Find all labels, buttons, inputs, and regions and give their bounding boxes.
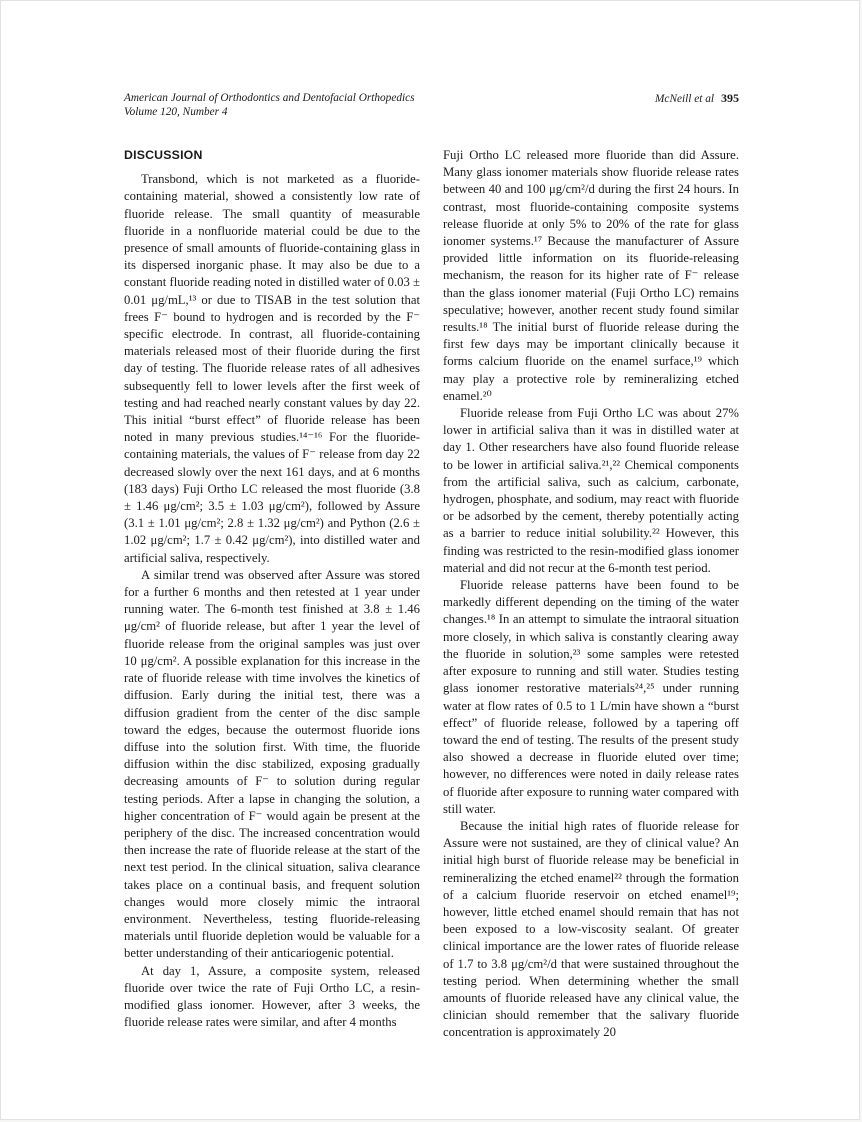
article-body (124, 147, 739, 1042)
paragraph: Fuji Ortho LC released more fluoride than did Assure. Many glass ionomer materials show fluoride release rates between 40 and 100 μg/cm²/d during the first 24 hours. In contrast, most fluoride-containing composite systems release fluoride at only 5% to 20% of the rate for glass ionomer systems.¹⁷ Because the manufacturer of Assure provided little information on its fluoride-releasing mechanism, the reason for its higher rate of F⁻ release than the glass ionomer material (Fuji Ortho LC) remains speculative; however, another recent study found similar results.¹⁸ The initial burst of fluoride release during the first few days may be important clinically because it forms calcium fluoride on the enamel surface,¹⁹ which may play a protective role by remineralizing etched enamel.²⁰ (443, 148, 739, 403)
right-column (443, 147, 739, 1042)
journal-info (124, 91, 415, 119)
paragraph: Because the initial high rates of fluoride release for Assure were not sustained, are they of clinical value? An initial high burst of fluoride release may be beneficial in remineralizing the etched enamel²² through the formation of a calcium fluoride reservoir on etched enamel¹⁹; however, little etched enamel should remain that has not been exposed to a low-viscosity sealant. Of greater clinical importance are the lower rates of fluoride release of 1.7 to 3.8 μg/cm²/d that were sustained throughout the testing period. When determining whether the small amounts of fluoride released have any clinical value, the clinician should remember that the salivary fluoride concentration is approximately 20 (443, 818, 739, 1040)
running-authors: McNeill et al (655, 93, 714, 105)
paragraph: Fluoride release patterns have been found to be markedly different depending on the timing of the water changes.¹⁸ In an attempt to simulate the intraoral situation more closely, in which saliva is constantly clearing away the fluoride in solution,²³ some samples were retested after exposure to running and still water. Studies testing glass ionomer restorative materials²⁴,²⁵ under running water at flow rates of 0.5 to 1 L/min have shown a “burst effect” of fluoride release, followed by a tapering off toward the end of testing. The results of the present study also showed a decrease in fluoride eluted over time; however, no differences were noted in daily release rates of fluoride after exposure to running water compared with still water. (443, 578, 739, 816)
journal-title: American Journal of Orthodontics and Dentofacial Orthopedics (124, 92, 415, 104)
running-head (655, 91, 739, 106)
paragraph: A similar trend was observed after Assure was stored for a further 6 months and then retested at 1 year under running water. The 6-month test finished at 3.8 ± 1.46 μg/cm² of fluoride release, but after 1 year the level of fluoride release from the original samples was just over 10 μg/cm². A possible explanation for this increase in the rate of fluoride release with time involves the kinetics of diffusion. Early during the initial test, there was a diffusion gradient from the center of the disc sample toward the edges, because the outermost fluoride ions diffuse into the solution first. With time, the fluoride diffusion within the disc stabilized, exposing gradually decreasing amounts of F⁻ to solution during regular testing periods. After a lapse in changing the solution, a higher concentration of F⁻ would again be present at the periphery of the disc. The increased concentration would then increase the rate of fluoride release at the start of the next test period. In the clinical situation, saliva clearance takes place on a continual basis, and frequent solution changes would more closely mimic the intraoral environment. Nevertheless, testing fluoride-releasing materials until fluoride depletion would be valuable for a better understanding of their anticariogenic potential. (124, 567, 420, 961)
paragraph: At day 1, Assure, a composite system, released fluoride over twice the rate of Fuji Ortho LC, a resin-modified glass ionomer. However, after 3 weeks, the fluoride release rates were similar, and after 4 months (124, 963, 420, 1030)
section-heading: DISCUSSION (124, 148, 203, 162)
page-header (124, 91, 739, 119)
paragraph: Fluoride release from Fuji Ortho LC was about 27% lower in artificial saliva than it was in distilled water at day 1. Other researchers have also found fluoride release to be lower in artificial saliva.²¹,²² Chemical components from the artificial saliva, such as calcium, carbonate, hydrogen, phosphate, and sodium, may react with fluoride or be adsorbed by the cement, thereby potentially acting as a barrier to reduce initial solubility.²² However, this finding was restricted to the resin-modified glass ionomer material and did not recur at the 6-month test period. (443, 406, 739, 575)
paragraph: Transbond, which is not marketed as a fluoride-containing material, showed a consistently low rate of fluoride release. The small quantity of measurable fluoride in a nonfluoride material could be due to the presence of small amounts of fluoride-containing glass in its dispersed inorganic phase. It may also be due to a constant fluoride reading noted in distilled water of 0.03 ± 0.01 μg/mL,¹³ or due to TISAB in the test solution that frees F⁻ bound to hydrogen and is recorded by the F⁻ specific electrode. In contrast, all fluoride-containing materials released most of their fluoride during the first day of testing. The fluoride release rates of all adhesives subsequently fell to lower levels after the first week of testing and had reached nearly constant values by day 22. This initial “burst effect” of fluoride release has been noted in many previous studies.¹⁴⁻¹⁶ For the fluoride-containing materials, the values of F⁻ release from day 22 decreased slowly over the next 161 days, and at 6 months (183 days) Fuji Ortho LC released the most fluoride (3.8 ± 1.46 μg/cm²; 3.5 ± 1.03 μg/cm²), followed by Assure (3.1 ± 1.01 μg/cm²; 2.8 ± 1.32 μg/cm²) and Python (2.6 ± 1.02 μg/cm²; 1.7 ± 0.42 μg/cm²), into distilled water and artificial saliva, respectively. (124, 172, 420, 565)
left-column (124, 147, 420, 1042)
page-number: 395 (721, 91, 739, 105)
journal-issue: Volume 120, Number 4 (124, 106, 228, 118)
